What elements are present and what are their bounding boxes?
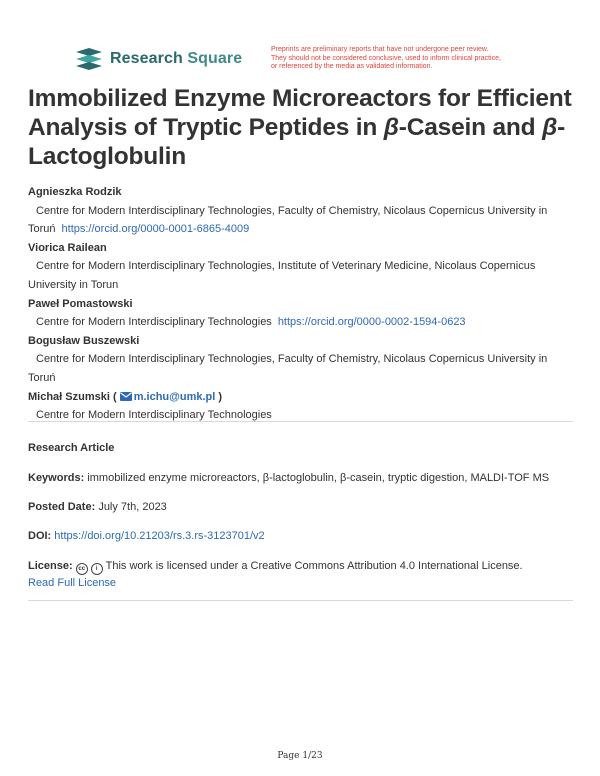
divider xyxy=(28,600,573,601)
author-list xyxy=(28,183,573,425)
author-entry xyxy=(28,388,573,425)
attribution-icon: i xyxy=(91,563,103,575)
author-entry xyxy=(28,332,573,388)
author-affiliation xyxy=(28,202,573,239)
posted-date-row xyxy=(28,499,573,515)
mail-icon xyxy=(120,392,132,401)
keywords-row xyxy=(28,470,573,486)
preprint-notice xyxy=(271,46,551,72)
notice-line-1: Preprints are preliminary reports that have not undergone peer review. xyxy=(271,46,489,53)
doi-link[interactable]: https://doi.org/10.21203/rs.3.rs-3123701/v2 xyxy=(54,530,265,542)
article-type-label: Research Article xyxy=(28,442,115,454)
doi-label: DOI: xyxy=(28,530,52,542)
orcid-link[interactable]: https://orcid.org/0000-0001-6865-4009 xyxy=(61,223,250,236)
email-text: m.ichu@umk.pl xyxy=(133,390,216,403)
brand-name xyxy=(110,50,242,68)
article-type xyxy=(28,440,573,456)
author-entry xyxy=(28,239,573,295)
posted-date-label: Posted Date: xyxy=(28,501,96,513)
brand-part2: Square xyxy=(187,50,243,67)
author-affiliation: Centre for Modern Interdisciplinary Technologies xyxy=(36,409,272,422)
keywords-label: Keywords: xyxy=(28,472,85,484)
license-text: This work is licensed under a Creative Commons Attribution 4.0 International License. xyxy=(105,560,523,572)
creative-commons-icon: cc xyxy=(76,563,88,575)
author-name: Michał Szumski xyxy=(28,390,110,403)
research-square-logo[interactable] xyxy=(74,46,242,72)
author-affiliation: Centre for Modern Interdisciplinary Technologies, Faculty of Chemistry, Nicolaus Copernicus University in Toruń xyxy=(28,353,548,384)
page-number: Page 1/23 xyxy=(277,751,323,761)
title-beta-2: β xyxy=(542,114,558,141)
orcid-link[interactable]: https://orcid.org/0000-0002-1594-0623 xyxy=(277,316,466,329)
posted-date-value: July 7th, 2023 xyxy=(98,501,167,513)
author-name: Agnieszka Rodzik xyxy=(28,186,122,198)
license-label: License: xyxy=(28,560,73,572)
author-name: Bogusław Buszewski xyxy=(28,334,140,347)
paper-title xyxy=(28,84,576,171)
notice-line-3: or referenced by the media as validated information. xyxy=(271,63,433,70)
brand-part1: Research xyxy=(110,50,183,67)
divider xyxy=(28,421,573,422)
header xyxy=(74,46,600,76)
author-affiliation xyxy=(28,313,573,332)
read-full-license-link[interactable]: Read Full License xyxy=(28,577,117,589)
title-text-3: -Lactoglobulin xyxy=(28,114,566,170)
license-row xyxy=(28,558,573,591)
author-entry xyxy=(28,183,573,239)
author-name-with-email: Michał Szumski ( m.ichu@umk.pl ) xyxy=(28,390,223,403)
author-entry xyxy=(28,295,573,332)
affiliation-text: Centre for Modern Interdisciplinary Technologies xyxy=(36,316,272,329)
author-name: Paweł Pomastowski xyxy=(28,297,133,310)
title-beta-1: β xyxy=(383,114,399,141)
doi-row xyxy=(28,528,573,544)
keywords-value: immobilized enzyme microreactors, β-lactoglobulin, β-casein, tryptic digestion, MALDI-TOF MS xyxy=(87,472,550,484)
email-link[interactable] xyxy=(120,391,216,403)
notice-line-2: They should not be considered conclusive, used to inform clinical practice, xyxy=(271,54,501,62)
title-text-2: -Casein and xyxy=(398,114,543,141)
author-name: Viorica Railean xyxy=(28,241,107,254)
title-text-1: Immobilized Enzyme Microreactors for Efficient Analysis of Tryptic Peptides in xyxy=(28,85,572,141)
author-affiliation: Centre for Modern Interdisciplinary Technologies, Institute of Veterinary Medicine, Nicolaus Copernicus University in Torun xyxy=(28,260,536,291)
affiliation-text: Centre for Modern Interdisciplinary Technologies, Faculty of Chemistry, Nicolaus Copernicus University in Toruń xyxy=(28,204,548,236)
research-square-logo-icon xyxy=(74,46,104,72)
